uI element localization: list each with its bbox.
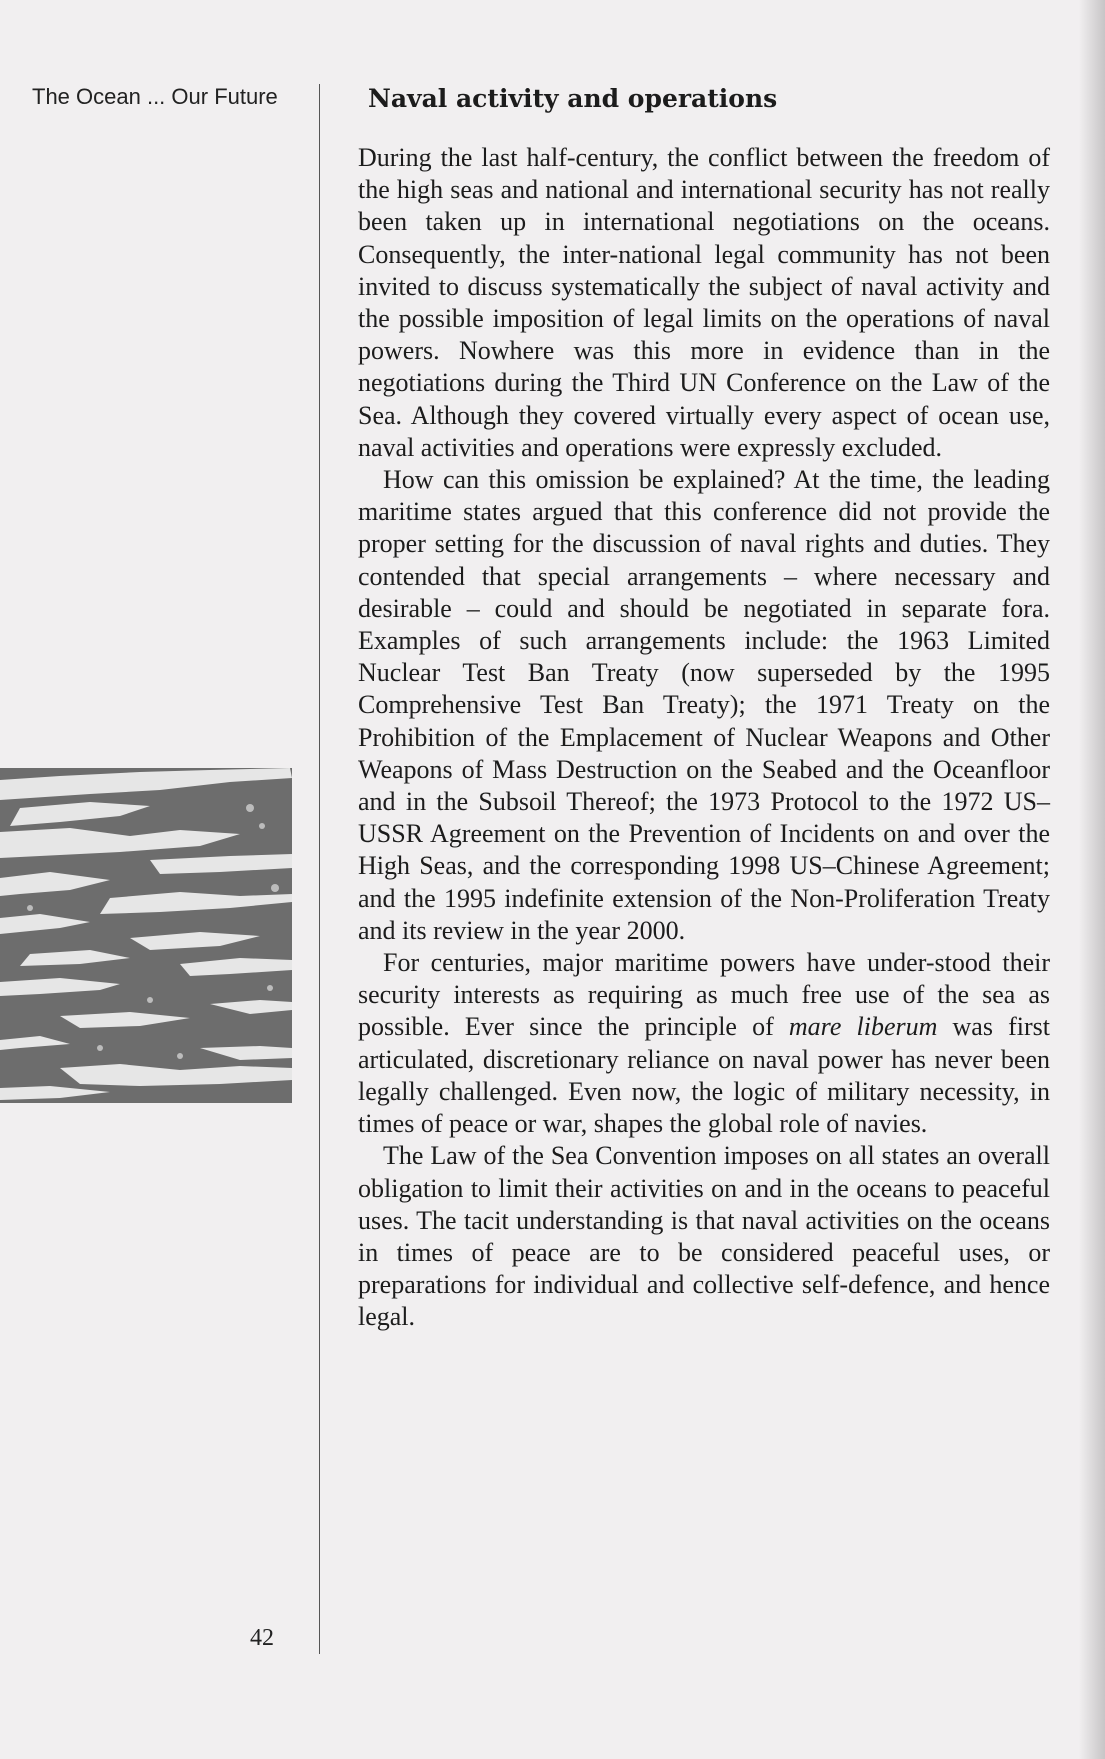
paragraph-3	[358, 947, 1050, 1140]
main-column	[358, 82, 1050, 1334]
paragraph-1: During the last half-century, the conflict between the freedom of the high seas and national and international security has not really been taken up in international negotiations on the oceans. Consequently, the inter-national legal community has not been invited to discuss systematically the subject of naval activity and the possible imposition of legal limits on the operations of naval powers. Nowhere was this more in evidence than in the negotiations during the Third UN Conference on the Law of the Sea. Although they covered virtually every aspect of ocean use, naval activities and operations were expressly excluded.	[358, 143, 1050, 462]
section-heading: Naval activity and operations	[368, 84, 778, 113]
ocean-photo	[0, 768, 292, 1103]
paragraph-4: The Law of the Sea Convention imposes on all states an overall obligation to limit their activities on and in the oceans to peaceful uses. The tacit understanding is that naval activities on the oceans in times of peace are to be considered peaceful uses, or preparations for individual and collective self-defence, and hence legal.	[358, 1141, 1050, 1332]
page-number: 42	[250, 1625, 274, 1651]
paragraph-3-tail: was first articulated, discretionary reliance on naval power has never been legally challenged. Even now, the logic of military necessity, in times of peace or war, shapes the global role of navies.	[358, 1012, 1050, 1139]
ocean-waves-image	[0, 768, 292, 1103]
paragraph-3-italic: mare liberum	[788, 1012, 938, 1042]
running-head: The Ocean ... Our Future	[32, 84, 278, 109]
paragraph-2: How can this omission be explained? At the time, the leading maritime states argued that this conference did not provide the proper setting for the discussion of naval rights and duties. They contended that special arrangements – where necessary and desirable – could and should be negotiated in separate fora. Examples of such arrangements include: the 1963 Limited Nuclear Test Ban Treaty (now superseded by the 1995 Comprehensive Test Ban Treaty); the 1971 Treaty on the Prohibition of the Emplacement of Nuclear Weapons and Other Weapons of Mass Destruction on the Seabed and the Oceanfloor and in the Subsoil Thereof; the 1973 Protocol to the 1972 US–USSR Agreement on the Prevention of Incidents on and over the High Seas, and the corresponding 1998 US–Chinese Agreement; and the 1995 indefinite extension of the Non-Proliferation Treaty and its review in the year 2000.	[358, 465, 1050, 945]
column-divider	[319, 84, 320, 1654]
page-edge-shadow	[1079, 0, 1105, 1759]
paragraph-3-lead: For centuries, major maritime powers have under-stood their security interests as requiring as much free use of the sea as possible. Ever since the principle of	[358, 948, 1050, 1042]
